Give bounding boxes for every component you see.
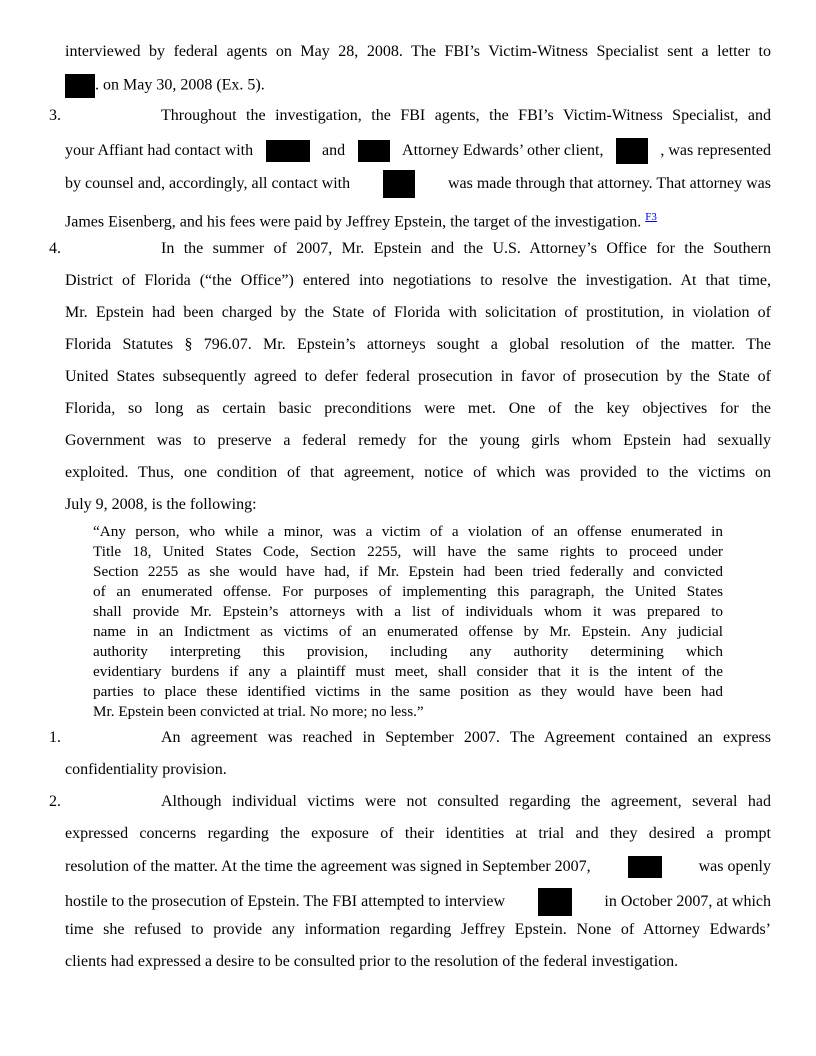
paragraph-number: 3. [49, 107, 61, 124]
text-fragment: your Affiant had contact with [65, 142, 254, 159]
quote-line: Title 18, United States Code, Section 2255, will have the same rights to proceed under [93, 543, 723, 560]
text-fragment: was openly [698, 858, 771, 875]
text-line: exploited. Thus, one condition of that agreement, notice of which was provided to the victims on [65, 464, 771, 481]
text-fragment: , was represented [660, 142, 771, 159]
text-line: In the summer of 2007, Mr. Epstein and the U.S. Attorney’s Office for the Southern [161, 240, 771, 257]
text-line: District of Florida (“the Office”) entered into negotiations to resolve the investigation. At that time, [65, 272, 771, 289]
text-line: Although individual victims were not consulted regarding the agreement, several had [161, 793, 771, 810]
quote-line: authority interpreting this provision, including any authority determining which [93, 643, 723, 660]
text-fragment: in October 2007, at which [604, 893, 771, 910]
text-line: interviewed by federal agents on May 28, 2008. The FBI’s Victim-Witness Specialist sent a letter to [65, 43, 771, 60]
text-line [65, 207, 771, 232]
text-fragment: by counsel and, accordingly, all contact with [65, 175, 351, 192]
text-line: confidentiality provision. [65, 761, 227, 778]
text-line: Government was to preserve a federal remedy for the young girls whom Epstein had sexually [65, 432, 771, 449]
quote-line: parties to place these identified victims in the same position as they would have been had [93, 683, 723, 700]
text-fragment: was made through that attorney. That attorney was [447, 175, 771, 192]
text-line: United States subsequently agreed to defer federal prosecution in favor of prosecution by the State of [65, 368, 771, 385]
text-line: An agreement was reached in September 2007. The Agreement contained an express [161, 729, 771, 746]
text-fragment: and [322, 142, 346, 159]
redaction-box [628, 856, 662, 878]
redaction-box [538, 888, 572, 916]
footnote-link[interactable]: F3 [645, 211, 657, 223]
quote-line: name in an Indictment as victims of an enumerated offense by Mr. Epstein. Any judicial [93, 623, 723, 640]
text-fragment: hostile to the prosecution of Epstein. The FBI attempted to interview [65, 893, 506, 910]
text-line: clients had expressed a desire to be consulted prior to the resolution of the federal investigation. [65, 953, 679, 970]
text-fragment: . on May 30, 2008 (Ex. 5). [95, 76, 265, 94]
text-line [65, 74, 771, 98]
paragraph-number: 1. [49, 729, 61, 746]
redaction-box [65, 74, 95, 98]
text-line: Throughout the investigation, the FBI agents, the FBI’s Victim-Witness Specialist, and [161, 107, 771, 124]
text-line: Florida Statutes § 796.07. Mr. Epstein’s attorneys sought a global resolution of the matter. The [65, 336, 771, 353]
quote-line: evidentiary burdens if any a plaintiff must meet, shall consider that it is the intent of the [93, 663, 723, 680]
quote-line: of an enumerated offense. For purposes of implementing this paragraph, the United States [93, 583, 723, 600]
paragraph-number: 2. [49, 793, 61, 810]
text-line: Mr. Epstein had been charged by the State of Florida with solicitation of prostitution, in violation of [65, 304, 771, 321]
paragraph-number: 4. [49, 240, 61, 257]
text-fragment: James Eisenberg, and his fees were paid by Jeffrey Epstein, the target of the investigation. [65, 213, 642, 231]
text-line [65, 888, 771, 916]
quote-line: Mr. Epstein been convicted at trial. No more; no less.” [93, 703, 424, 720]
quote-line: “Any person, who while a minor, was a victim of a violation of an offense enumerated in [93, 523, 723, 540]
quote-line: shall provide Mr. Epstein’s attorneys with a list of individuals whom it was prepared to [93, 603, 723, 620]
text-line: Florida, so long as certain basic preconditions were met. One of the key objectives for the [65, 400, 771, 417]
redaction-box [383, 170, 415, 198]
text-line: expressed concerns regarding the exposure of their identities at trial and they desired a prompt [65, 825, 771, 842]
block-quote [93, 522, 723, 722]
text-line [65, 170, 771, 198]
text-line [65, 856, 771, 878]
text-line: time she refused to provide any information regarding Jeffrey Epstein. None of Attorney Edwards’ [65, 921, 771, 938]
text-fragment: Attorney Edwards’ other client, [402, 142, 604, 159]
text-fragment: resolution of the matter. At the time the agreement was signed in September 2007, [65, 858, 591, 875]
quote-line: Section 2255 as she would have had, if Mr. Epstein had been tried federally and convicted [93, 563, 723, 580]
redaction-box [266, 140, 310, 162]
text-line: July 9, 2008, is the following: [65, 496, 257, 513]
redaction-box [616, 138, 648, 164]
text-line [65, 138, 771, 164]
redaction-box [358, 140, 390, 162]
